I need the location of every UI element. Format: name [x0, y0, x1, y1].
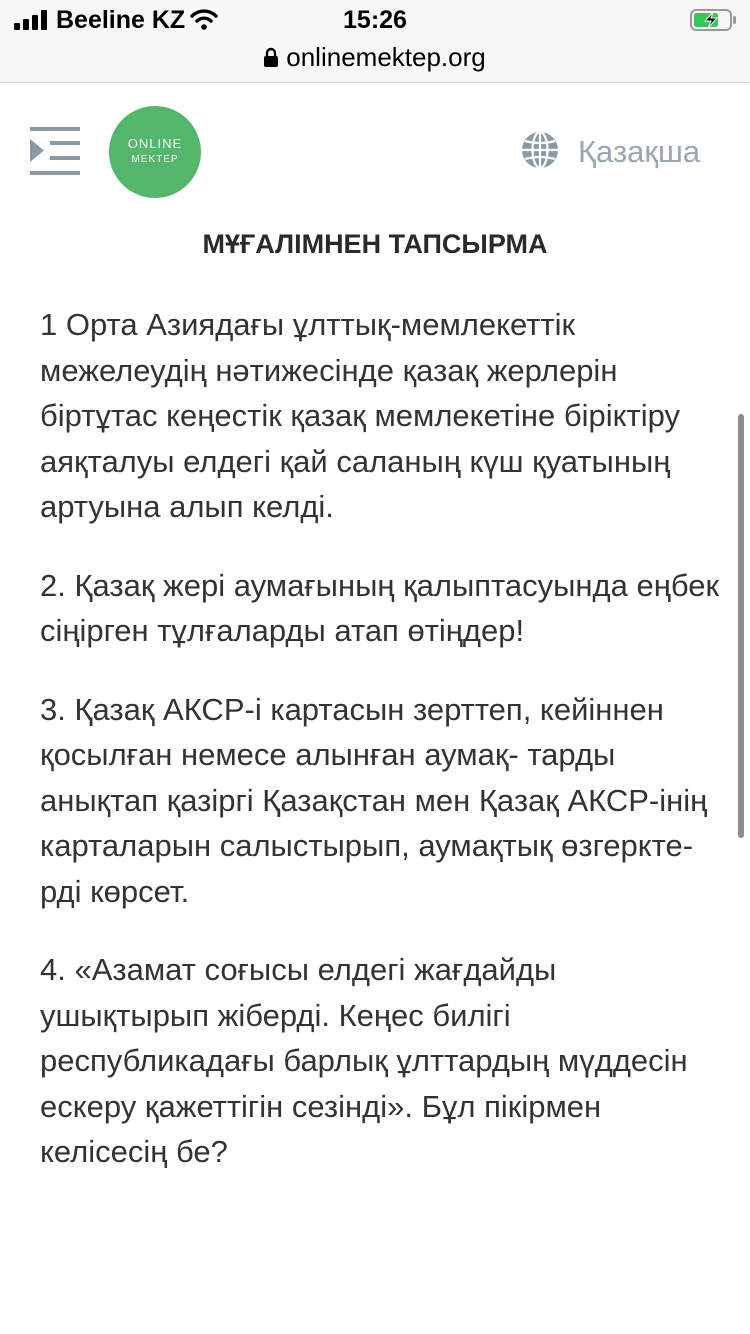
logo-line-online: ONLINE [127, 136, 183, 151]
lock-icon [264, 47, 278, 67]
status-time: 15:26 [343, 6, 407, 34]
carrier-name: Beeline KZ [56, 6, 186, 34]
site-logo[interactable] [109, 106, 201, 198]
task-list [40, 302, 720, 1208]
menu-icon[interactable] [30, 127, 80, 175]
battery-charging-icon [690, 8, 738, 32]
address-bar[interactable] [0, 40, 750, 74]
task-item-2: 2. Қазақ жері аумағының қалыптасуында еңбек сіңірген тұлғаларды атап өтіңдер! [40, 567, 720, 648]
task-item-1: 1 Орта Азиядағы ұлттық-мемлекеттік межелеудің нәтижесінде қазақ жерлерін біртұтас кеңестік қазақ мемлекетіне біріктіру аяқталуы елдегі қай саланың күш қуатының артуына алып келді. [40, 307, 680, 524]
language-label: Қазақша [578, 134, 701, 169]
page-title: МҰҒАЛІМНЕН ТАПСЫРМА [202, 229, 548, 259]
status-bar [0, 0, 750, 40]
globe-icon [520, 130, 560, 170]
browser-top-bar [0, 0, 750, 83]
logo-line-mektep: MEKTEP [131, 154, 179, 165]
task-item-4: 4. «Азамат соғысы елдегі жағдайды ушықтырып жіберді. Кеңес билігі республикадағы барлық ұлттардың мүддесін ескеру қажеттігін сезінді». Бұл пікірмен келісесің бе? [40, 952, 688, 1169]
scrollbar[interactable] [738, 414, 744, 838]
task-item-3: 3. Қазақ АКСР-і картасын зерттеп, кейіннен қосылған немесе алынған аумақ- тарды анықтап қазіргі Қазақстан мен Қазақ АКСР-інің карталарын салыстырып, аумақтық өзгерктерді көрсет. [40, 691, 708, 909]
address-content [264, 42, 485, 72]
url-text: onlinemektep.org [286, 42, 486, 73]
